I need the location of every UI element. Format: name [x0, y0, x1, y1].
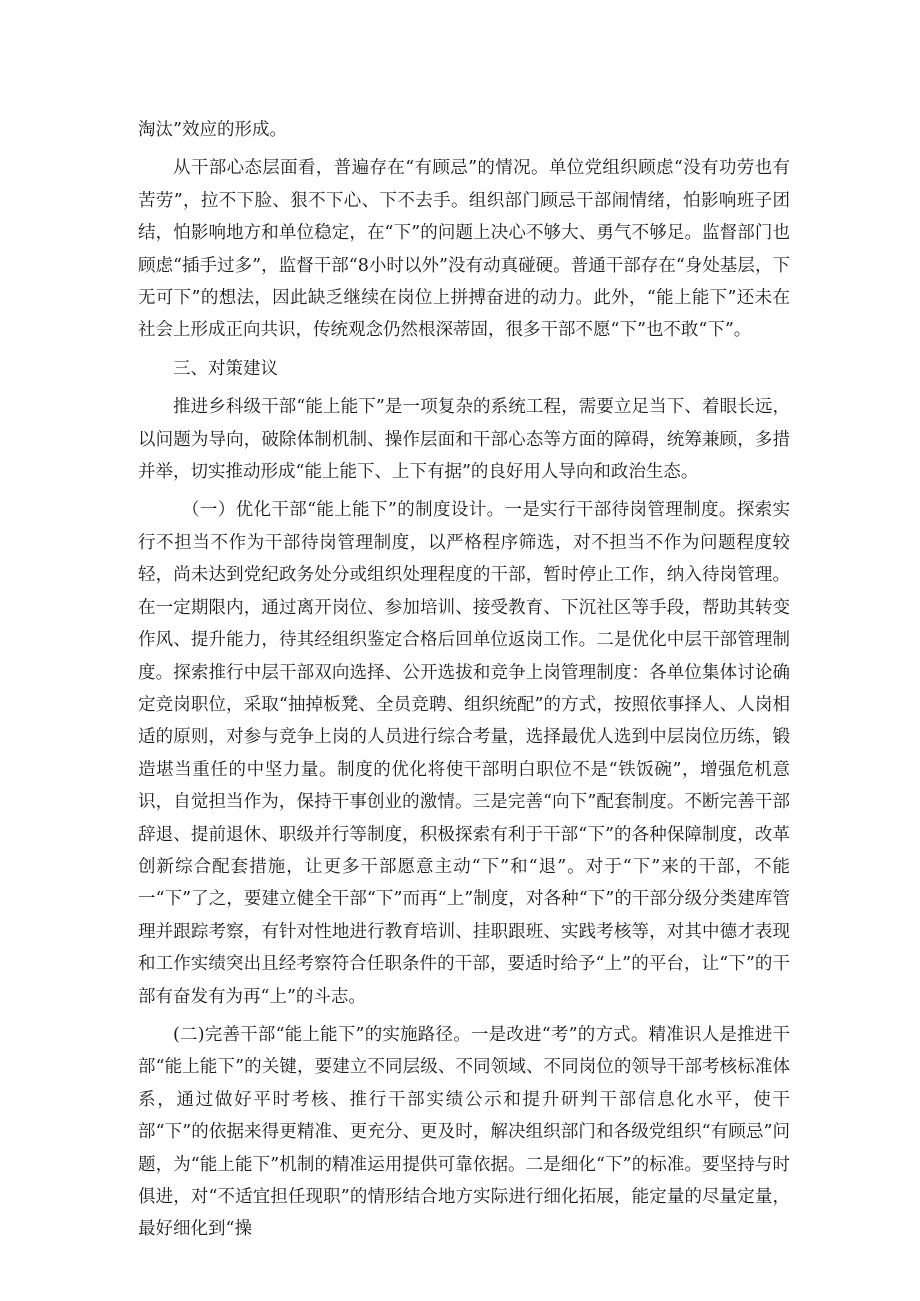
- paragraph-continuation: 淘汰”效应的形成。: [138, 120, 287, 140]
- paragraph-cadre-mentality: 从干部心态层面看，普遍存在“有顾忌”的情况。单位党组织顾虑“没有功劳也有苦劳”，拉不下脸、狠不下心、下不去手。组织部门顾忌干部闹情绪，怕影响班子团结，怕影响地方和单位稳定，在“下”的问题上决心不够大、勇气不够足。监督部门也顾虑“插手过多”，监督干部“8小时以外”没有动真碰硬。普通干部存在“身处基层，下无可下”的想法，因此缺乏继续在岗位上拼搏奋进的动力。此外，“能上能下”还未在社会上形成正向共识，传统观念仍然根深蒂固，很多干部不愿“下”也不敢“下”。: [138, 158, 790, 341]
- section-heading-countermeasures: 三、对策建议: [173, 358, 278, 379]
- paragraph-implementation-path: (二)完善干部“能上能下”的实施路径。一是改进“考”的方式。精准识人是推进干部“能上能下”的关键，要建立不同层级、不同领域、不同岗位的领导干部考核标准体系，通过做好平时考核、推行干部实绩公示和提升研判干部信息化水平，使干部“下”的依据来得更精准、更充分、更及时，解决组织部门和各级党组织“有顾忌”问题，为“能上能下”机制的精准运用提供可靠依据。二是细化“下”的标准。要坚持与时俱进，对“不适宜担任现职”的情形结合地方实际进行细化拓展，能定量的尽量定量，最好细化到“操: [138, 1024, 790, 1240]
- document-page: [138, 114, 790, 1246]
- paragraph-countermeasures-intro: 推进乡科级干部“能上能下”是一项复杂的系统工程，需要立足当下、着眼长远，以问题为导向，破除体制机制、操作层面和干部心态等方面的障碍，统筹兼顾，多措并举，切实推动形成“能上能下、上下有据”的良好用人导向和政治生态。: [138, 397, 790, 483]
- paragraph-system-design: （一）优化干部“能上能下”的制度设计。一是实行干部待岗管理制度。探索实行不担当不作为干部待岗管理制度，以严格程序筛选，对不担当不作为问题程度较轻，尚未达到党纪政务处分或组织处理程度的干部，暂时停止工作，纳入待岗管理。在一定期限内，通过离开岗位、参加培训、接受教育、下沉社区等手段，帮助其转变作风、提升能力，待其经组织鉴定合格后回单位返岗工作。二是优化中层干部管理制度。探索推行中层干部双向选择、公开选拔和竞争上岗管理制度：各单位集体讨论确定竞岗职位，采取“抽掉板凳、全员竞聘、组织统配”的方式，按照依事择人、人岗相适的原则，对参与竞争上岗的人员进行综合考量，选择最优人选到中层岗位历练，锻造堪当重任的中坚力量。制度的优化将使干部明白职位不是“铁饭碗”，增强危机意识，自觉担当作为，保持干事创业的激情。三是完善“向下”配套制度。不断完善干部辞退、提前退休、职级并行等制度，积极探索有利于干部“下”的各种保障制度，改革创新综合配套措施，让更多干部愿意主动“下”和“退”。对于“下”来的干部，不能一“下”了之，要建立健全干部“下”而再“上”制度，对各种“下”的干部分级分类建库管理并跟踪考察，有针对性地进行教育培训、挂职跟班、实践考核等，对其中德才表现和工作实绩突出且经考察符合任职条件的干部，要适时给予“上”的平台，让“下”的干部有奋发有为再“上”的斗志。: [138, 500, 790, 1007]
